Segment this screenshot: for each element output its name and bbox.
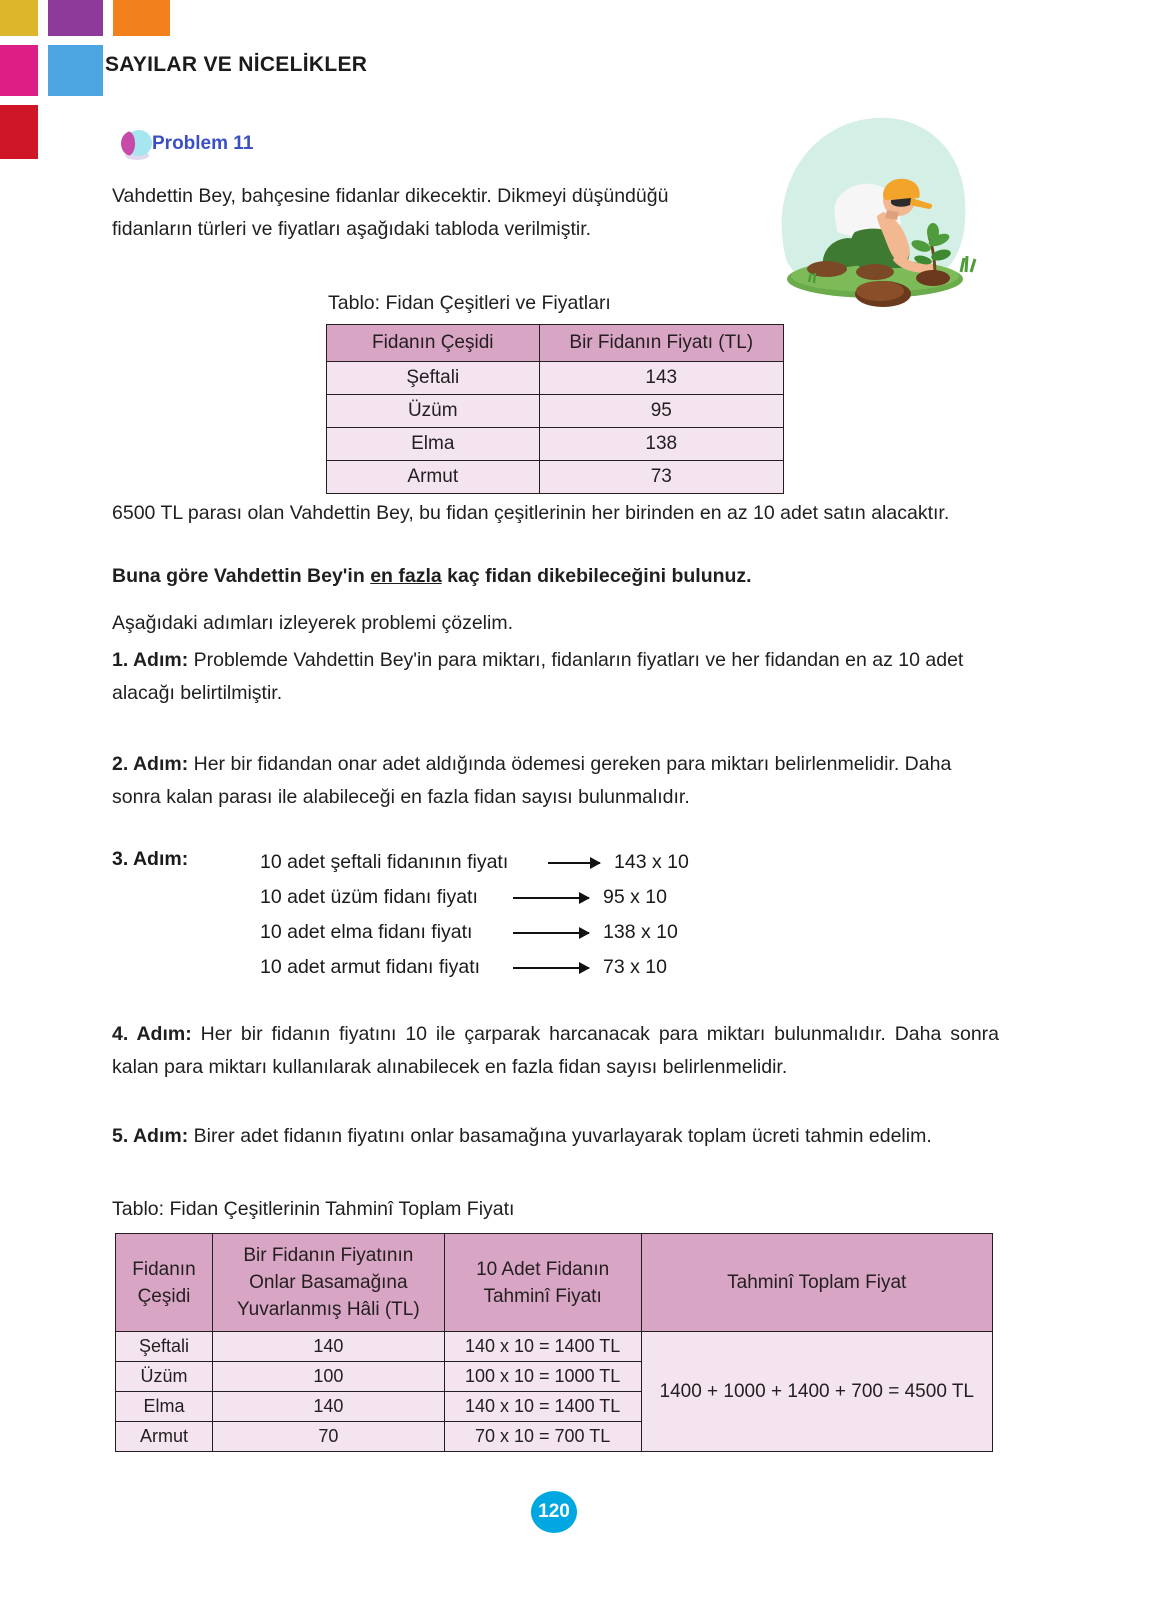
step-5-label: 5. Adım: [112,1125,189,1147]
decor-square-magenta [0,45,38,96]
decor-square-purple [48,0,103,36]
page-title: SAYILAR VE NİCELİKLER [105,53,368,76]
step-3-result-2: 95 x 10 [603,886,667,908]
arrow-right-icon [513,897,589,899]
table2-header-tur-line1: Fidanın [132,1258,196,1280]
list-item [260,915,812,950]
table2-cell-tah: 100 x 10 = 1000 TL [444,1362,641,1392]
step-3-text-4: 10 adet armut fidanı fiyatı [260,956,481,978]
intro-paragraph [112,180,772,246]
decor-square-blue [48,45,103,96]
paragraph-6500: 6500 TL parası olan Vahdettin Bey, bu fidan çeşitlerinin her birinden en az 10 adet satın alacaktır. [112,502,950,524]
intro-line-1: Vahdettin Bey, bahçesine fidanlar dikecektir. Dikmeyi düşündüğü [112,185,669,207]
paragraph-steps-intro: Aşağıdaki adımları izleyerek problemi çözelim. [112,612,513,634]
problem-badge [120,128,253,160]
arrow-right-icon [548,862,600,864]
problem-bullet-icon [120,129,150,159]
step-5-text: Birer adet fidanın fiyatını onlar basamağına yuvarlayarak toplam ücreti tahmin edelim. [188,1125,932,1147]
question-part-1: Buna göre Vahdettin Bey'in [112,565,371,587]
table2-header-yuv-line2: Onlar Basamağına [249,1272,408,1293]
question-emphasis: en fazla [370,565,442,587]
table2-header-yuv-line1: Bir Fidanın Fiyatının [243,1245,414,1266]
tahmini-toplam-fiyat-table [115,1233,993,1452]
step-3-result-3: 138 x 10 [603,921,678,943]
table2-header-tah-line1: 10 Adet Fidanın [476,1258,610,1280]
table1-header-tur: Fidanın Çeşidi [327,325,540,362]
step-1-label: 1. Adım: [112,649,189,671]
step-3-block [112,845,812,985]
table2-header-yuvarlanmis [212,1234,444,1332]
table2-header-toplam: Tahminî Toplam Fiyat [641,1234,993,1332]
table2-header-tah-line2: Tahminî Fiyatı [483,1285,602,1307]
intro-line-2: fidanların türleri ve fiyatları aşağıdaki tabloda verilmiştir. [112,218,592,240]
table2-cell-tur: Şeftali [116,1332,213,1362]
table-row [327,395,784,428]
table1-cell-tur: Şeftali [327,362,540,395]
table2-cell-total: 1400 + 1000 + 1400 + 700 = 4500 TL [641,1332,993,1452]
table2-cell-yuv: 140 [212,1392,444,1422]
step-3-text-2: 10 adet üzüm fidanı fiyatı [260,886,478,908]
table2-header-row [116,1234,993,1332]
page-number-badge: 120 [531,1491,577,1533]
decor-square-red [0,105,38,159]
table-row [116,1332,993,1362]
step-1-text: Problemde Vahdettin Bey'in para miktarı, fidanların fiyatları ve her fidandan en az 10 adet alacağı belirtilmiştir. [112,649,964,704]
table-row [327,428,784,461]
paragraph-question [112,560,999,593]
step-3-label: 3. Adım: [112,848,189,870]
table2-cell-yuv: 100 [212,1362,444,1392]
table1-cell-tur: Elma [327,428,540,461]
fidan-cesitleri-table [326,324,784,494]
table2-cell-tah: 140 x 10 = 1400 TL [444,1332,641,1362]
step-3-text-1: 10 adet şeftali fidanının fiyatı [260,851,509,873]
table1-cell-fiyat: 73 [539,461,783,494]
table1-caption: Tablo: Fidan Çeşitleri ve Fiyatları [328,292,611,314]
step-3-rows [260,845,812,985]
table1-cell-tur: Armut [327,461,540,494]
table1-header-fiyat: Bir Fidanın Fiyatı (TL) [539,325,783,362]
question-part-2: kaç fidan dikebileceğini bulunuz. [441,565,752,587]
table2-cell-tur: Armut [116,1422,213,1452]
table2-cell-yuv: 70 [212,1422,444,1452]
arrow-right-icon [513,967,589,969]
table1-header-row [327,325,784,362]
decor-square-orange [113,0,170,36]
table1-cell-tur: Üzüm [327,395,540,428]
table-row [327,461,784,494]
table2-header-tur-line2: Çeşidi [137,1285,191,1307]
step-2-paragraph [112,748,999,814]
step-3-text-3: 10 adet elma fidanı fiyatı [260,921,473,943]
table2-cell-yuv: 140 [212,1332,444,1362]
list-item [260,880,812,915]
table2-cell-tur: Üzüm [116,1362,213,1392]
step-2-label: 2. Adım: [112,753,189,775]
table2-header-yuv-line3: Yuvarlanmış Hâli (TL) [237,1299,420,1320]
list-item [260,950,812,985]
step-2-text: Her bir fidandan onar adet aldığında ödemesi gereken para miktarı belirlenmelidir. Daha sonra kalan parası ile alabileceği en fazla fidan sayısı bulunmalıdır. [112,753,952,808]
arrow-right-icon [513,932,589,934]
step-5-paragraph [112,1120,999,1153]
decor-square-yellow [0,0,38,36]
table2-header-tahmini [444,1234,641,1332]
step-4-text: Her bir fidanın fiyatını 10 ile çarparak harcanacak para miktarı bulunmalıdır. Daha sonra kalan para miktarı kullanılarak alınabilecek en fazla fidan sayısı belirlenmelidir. [112,1023,1000,1078]
step-4-paragraph [112,1018,999,1084]
table2-caption: Tablo: Fidan Çeşitlerinin Tahminî Toplam Fiyatı [112,1198,515,1220]
step-1-paragraph [112,644,999,710]
step-4-label: 4. Adım: [112,1023,192,1045]
table1-cell-fiyat: 138 [539,428,783,461]
table2-header-tur [116,1234,213,1332]
table2-cell-tah: 140 x 10 = 1400 TL [444,1392,641,1422]
table-row [327,362,784,395]
problem-label: Problem 11 [152,133,254,154]
list-item [260,845,812,880]
table1-cell-fiyat: 143 [539,362,783,395]
step-3-result-1: 143 x 10 [614,851,689,873]
planting-illustration [765,112,980,307]
table2-cell-tur: Elma [116,1392,213,1422]
table2-cell-tah: 70 x 10 = 700 TL [444,1422,641,1452]
step-3-result-4: 73 x 10 [603,956,667,978]
table1-cell-fiyat: 95 [539,395,783,428]
